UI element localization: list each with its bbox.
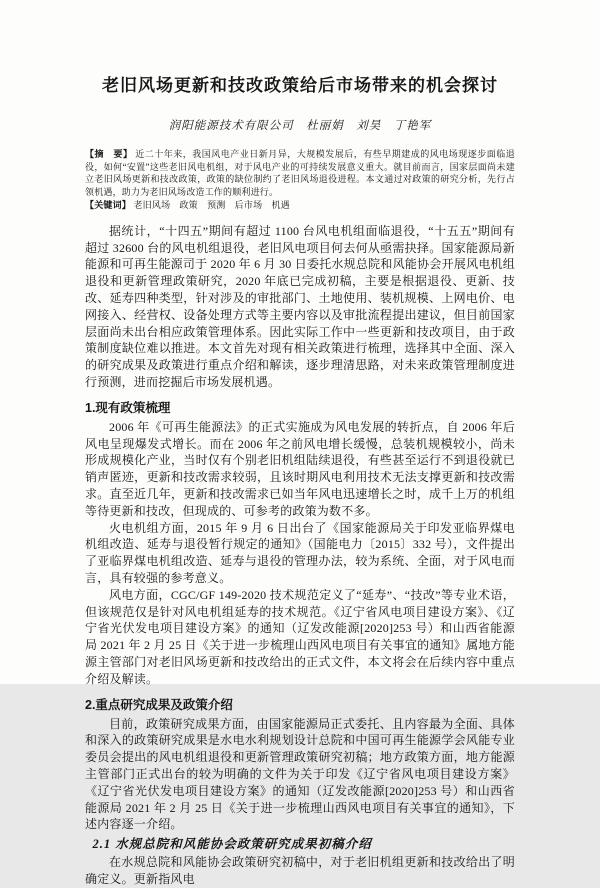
page-title: 老旧风场更新和技改政策给后市场带来的机会探讨: [102, 76, 498, 95]
section-1-paragraph-2: 火电机组方面，2015 年 9 月 6 日出台了《国家能源局关于印发亚临界煤电机组改造、延寿与退役暂行规定的通知》（国能电力〔2015〕332 号），文件提出了亚临界煤电机组改造、延寿与退役的管理办法，较为系统、全面，对于风电而言，具有较强的参考意义。: [85, 520, 515, 586]
keywords-block: [85, 199, 515, 212]
section-1-heading: 1.现有政策梳理: [85, 400, 171, 415]
section-2-heading: 2.重点研究成果及政策介绍: [85, 697, 233, 712]
abstract-text: 近二十年来，我国风电产业日新月异，大规模发展后，有些早期建成的风电场现逐步面临退役，如何“安置”这些老旧风电机组，对于风电产业的可持续发展意义重大。就目前而言，国家层面尚未建立老旧风场更新和技改政策，政策的缺位制约了老旧风场退役进程。本文通过对政策的研究分析，先行占领机遇，助力为老旧风场改造工作的顺利进行。: [85, 149, 515, 197]
abstract-block: [85, 148, 515, 198]
section-2-paragraph-1: 目前，政策研究成果方面，由国家能源局正式委托、且内容最为全面、具体和深入的政策研究成果是水电水利规划设计总院和中国可再生能源学会风能专业委员会提出的风电机组退役和更新管理政策研究初稿；地方政策方面，地方能源主管部门正式出台的较为明确的文件为关于印发《辽宁省风电项目建设方案》《辽宁省光伏发电项目建设方案》的通知（辽发改能源[2020]253 号）和山西省能源局 2021 年 2 月 25 日《关于进一步梳理山西风电项目有关事宜的通知》，下述内容逐一介绍。: [85, 716, 515, 832]
abstract-label: 【摘 要】: [85, 149, 133, 160]
intro-paragraph: 据统计，“十四五”期间有超过 1100 台风电机组面临退役，“十五五”期间有超过 32600 台的风电机组退役，老旧风电项目何去何从亟需抉择。国家能源局新能源和可再生能源司于 2020 年 6 月 30 日委托水规总院和风能协会开展风电机组退役和更新管理政策研究，2020 年底已完成初稿，主要是根据退役、更新、技改、延寿四种类型，针对涉及的审批部门、土地使用、装机规模、上网电价、电网接入、经营权、设备处理方式等主要内容以及审批流程提出建议，但目前国家层面尚未出台相应政策管理体系。因此实际工作中一些更新和技改项目，由于政策制度缺位难以推进。本文首先对现有相关政策进行梳理，选择其中全面、深入的研究成果及政策进行重点介绍和解读，逐步理清思路，对未来政策管理制度进行预测，进而挖掘后市场发展机遇。: [85, 223, 515, 390]
keywords-label: 【关键词】: [85, 200, 132, 211]
authors-line: 润阳能源技术有限公司 杜丽娟 刘昊 丁艳军: [168, 120, 432, 133]
body-text: [85, 223, 515, 888]
keywords-text: 老旧风场 政策 预测 后市场 机遇: [133, 200, 290, 211]
section-2-1-heading: 2.1 水规总院和风能协会政策研究成果初稿介绍: [92, 837, 372, 852]
section-1-paragraph-1: 2006 年《可再生能源法》的正式实施成为风电发展的转折点，自 2006 年后风电呈现爆发式增长。而在 2006 年之前风电增长缓慢，总装机规模较小，尚未形成规模化产业，当时仅有个别老旧机组陆续退役，有些甚至运行不到退役就已销声匿迹，更新和技改需求较弱，且该时期风电利用技术无法支撑更新和技改需求。直至近几年，更新和技改需求已如当年风电迅速增长之时，成千上万的机组等待更新和技改，但现成的、可参考的政策为数不多。: [85, 419, 515, 518]
section-2-1-paragraph: 在水规总院和风能协会政策研究初稿中，对于老旧机组更新和技改给出了明确定义。更新指风电: [85, 855, 515, 886]
section-1-paragraph-3: 风电方面，CGC/GF 149-2020 技术规范定义了“延寿”、“技改”等专业术语，但该规范仅是针对风电机组延寿的技术规范。《辽宁省风电项目建设方案》、《辽宁省光伏发电项目建设方案》的通知（辽发改能源[2020]253 号）和山西省能源局 2021 年 2 月 25 日《关于进一步梳理山西风电项目有关事宜的通知》属地方能源主管部门对老旧风场更新和技改给出的正式文件，本文将会在后续内容中重点介绍及解读。: [85, 587, 515, 686]
